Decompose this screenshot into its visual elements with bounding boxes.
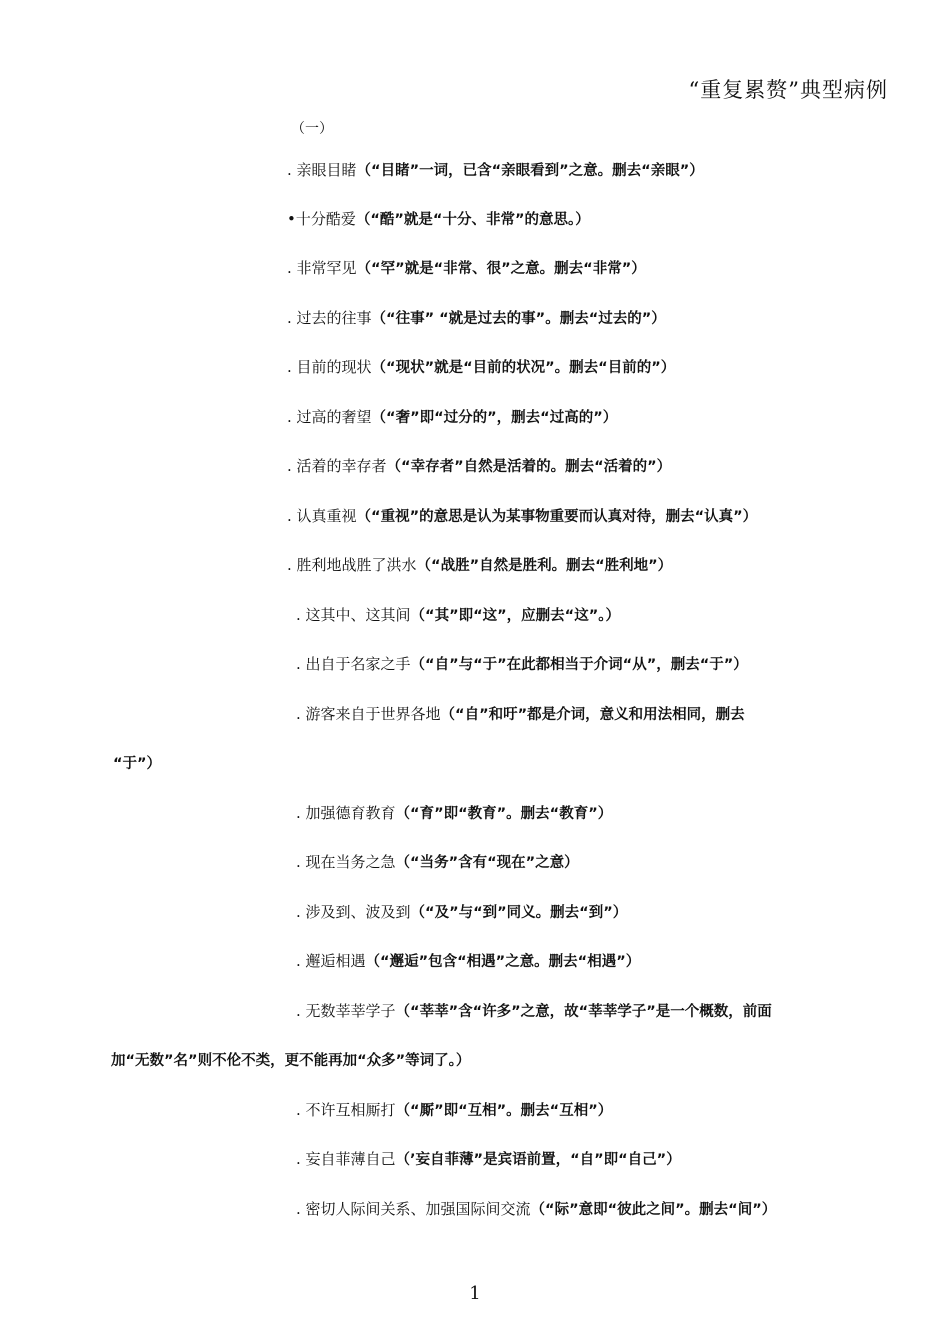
entry-term: . 邂逅相遇 xyxy=(296,952,366,970)
list-item xyxy=(287,258,646,279)
page-number: 1 xyxy=(469,1283,481,1304)
document-title: “重复累赘”典型病例 xyxy=(688,78,888,102)
entry-term: . 过去的往事 xyxy=(287,309,372,327)
list-item xyxy=(296,605,620,626)
entry-term: . 妄自菲薄自己 xyxy=(296,1150,396,1168)
entry-term: . 现在当务之急 xyxy=(296,853,396,871)
entry-term: . 密切人际间关系、加强国际间交流 xyxy=(296,1200,531,1218)
entry-note: （“酷”就是“十分、非常”的意思。） xyxy=(355,212,590,228)
entry-note: （“罕”就是“非常、很”之意。删去“非常”） xyxy=(356,261,646,277)
entry-term: . 游客来自于世界各地 xyxy=(296,705,441,723)
entry-note: （“厮”即“互相”。删去“互相”） xyxy=(395,1103,613,1119)
entry-note: （“其”即“这”，应删去“这”。） xyxy=(410,608,620,624)
entry-note: （“际”意即“彼此之间”。删去“间”） xyxy=(530,1202,777,1218)
entry-note: （“奢”即“过分的”，删去“过高的”） xyxy=(371,410,618,426)
list-item xyxy=(296,1199,776,1220)
entry-term: . 胜利地战胜了洪水 xyxy=(287,556,417,574)
list-item xyxy=(287,456,671,477)
list-item xyxy=(287,407,617,428)
entry-term: •十分酷爱 xyxy=(287,210,356,228)
list-item xyxy=(296,654,748,675)
entry-term: . 过高的奢望 xyxy=(287,408,372,426)
entry-note: （“自”与“于”在此都相当于介词“从”，删去“于”） xyxy=(410,657,748,673)
list-item xyxy=(296,803,612,824)
list-item xyxy=(296,902,627,923)
entry-note: （“战胜”自然是胜利。删去“胜利地”） xyxy=(416,558,673,574)
list-item xyxy=(296,1149,681,1170)
entry-term: . 无数莘莘学子 xyxy=(296,1002,396,1020)
entry-note: （“现状”就是“目前的状况”。删去“目前的”） xyxy=(371,360,676,376)
entry-term: . 亲眼目睹 xyxy=(287,161,357,179)
entry-term: . 这其中、这其间 xyxy=(296,606,411,624)
list-item xyxy=(287,160,704,181)
list-item xyxy=(287,308,666,329)
list-item xyxy=(296,1100,612,1121)
entry-note: （“重视”的意思是认为某事物重要而认真对待，删去“认真”） xyxy=(356,509,758,525)
list-item xyxy=(296,1001,772,1022)
list-item xyxy=(287,357,675,378)
list-item xyxy=(296,852,579,873)
entry-note: （“往事” “就是过去的事”。删去“过去的”） xyxy=(371,311,666,327)
entry-term: . 涉及到、波及到 xyxy=(296,903,411,921)
entry-note: （“邂逅”包含“相遇”之意。删去“相遇”） xyxy=(365,954,641,970)
entry-note-continuation: “于”） xyxy=(113,756,162,772)
entry-note: （’妄自菲薄”是宾语前置，“自”即“自己”） xyxy=(395,1152,681,1168)
section-label: （一） xyxy=(291,121,333,137)
entry-note: （“目睹”一词，已含“亲眼看到”之意。删去“亲眼”） xyxy=(356,163,704,179)
list-item-continuation xyxy=(113,753,161,774)
list-item-continuation xyxy=(111,1050,470,1071)
entry-note: （“幸存者”自然是活着的。删去“活着的”） xyxy=(386,459,672,475)
entry-term: . 目前的现状 xyxy=(287,358,372,376)
entry-note: （“自”和吁”都是介词，意义和用法相同，删去 xyxy=(440,707,745,723)
list-item xyxy=(287,555,672,576)
entry-note: （“及”与“到”同义。删去“到”） xyxy=(410,905,628,921)
entry-term: . 加强德育教育 xyxy=(296,804,396,822)
list-item xyxy=(296,704,745,725)
entry-note: （“育”即“教育”。删去“教育”） xyxy=(395,806,613,822)
entry-term: . 出自于名家之手 xyxy=(296,655,411,673)
list-item xyxy=(287,209,590,230)
entry-term: . 活着的幸存者 xyxy=(287,457,387,475)
list-item xyxy=(287,506,757,527)
entry-note: （“当务”含有“现在”之意） xyxy=(395,855,579,871)
entry-term: . 非常罕见 xyxy=(287,259,357,277)
entry-term: . 不许互相厮打 xyxy=(296,1101,396,1119)
list-item xyxy=(296,951,640,972)
entry-note-continuation: 加“无数”名”则不伦不类，更不能再加“众多”等词了。） xyxy=(111,1053,471,1069)
entry-note: （“莘莘”含“许多”之意，故“莘莘学子”是一个概数，前面 xyxy=(395,1004,772,1020)
entry-term: . 认真重视 xyxy=(287,507,357,525)
